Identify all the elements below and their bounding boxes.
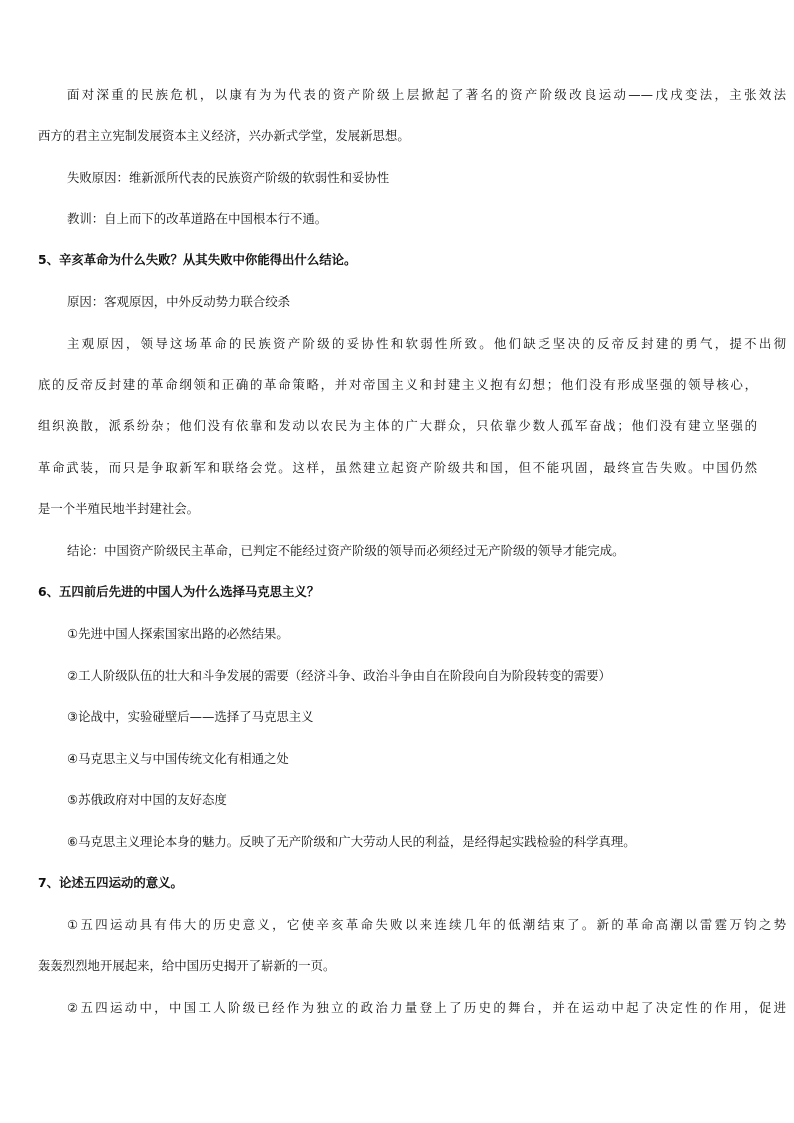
subjective-reason-line-4: 革命武装，而只是争取新军和联络会党。这样，虽然建立起资产阶级共和国，但不能巩固，最终宣告失败。中国仍然	[38, 460, 757, 475]
significance-2-line-1: ②五四运动中，中国工人阶级已经作为独立的政治力量登上了历史的舞台，并在运动中起了决定性的作用，促进	[67, 1000, 786, 1015]
significance-1-line-1: ①五四运动具有伟大的历史意义，它使辛亥革命失败以来连续几年的低潮结束了。新的革命高潮以雷霆万钧之势	[67, 917, 786, 932]
lesson-text: 教训：自上而下的改革道路在中国根本行不通。	[67, 211, 328, 226]
list-item-6: ⑥马克思主义理论本身的魅力。反映了无产阶级和广大劳动人民的利益，是经得起实践检验的科学真理。	[67, 834, 636, 849]
failure-reason-text: 失败原因：维新派所代表的民族资产阶级的软弱性和妥协性	[67, 170, 390, 185]
question-7-heading: 7、论述五四运动的意义。	[38, 875, 183, 890]
subjective-reason-line-5: 是一个半殖民地半封建社会。	[38, 501, 200, 516]
significance-1-line-2: 轰轰烈烈地开展起来，给中国历史揭开了崭新的一页。	[38, 958, 336, 973]
list-item-2: ②工人阶级队伍的壮大和斗争发展的需要（经济斗争、政治斗争由自在阶段向自为阶段转变的需要）	[67, 668, 611, 683]
question-5-heading: 5、辛亥革命为什么失败？从其失败中你能得出什么结论。	[38, 252, 357, 267]
list-item-3: ③论战中，实验碰壁后——选择了马克思主义	[67, 709, 314, 724]
list-item-5: ⑤苏俄政府对中国的友好态度	[67, 792, 227, 807]
list-item-1: ①先进中国人探索国家出路的必然结果。	[67, 626, 289, 641]
subjective-reason-line-2: 底的反帝反封建的革命纲领和正确的革命策略，并对帝国主义和封建主义抱有幻想；他们没有形成坚强的领导核心，	[38, 377, 757, 392]
subjective-reason-line-1: 主观原因，领导这场革命的民族资产阶级的妥协性和软弱性所致。他们缺乏坚决的反帝反封建的勇气，提不出彻	[67, 336, 786, 351]
objective-reason-text: 原因：客观原因，中外反动势力联合绞杀	[67, 294, 291, 309]
subjective-reason-line-3: 组织涣散，派系纷杂；他们没有依靠和发动以农民为主体的广大群众，只依靠少数人孤军奋战；他们没有建立坚强的	[38, 418, 757, 433]
conclusion-text: 结论：中国资产阶级民主革命，已判定不能经过资产阶级的领导而必须经过无产阶级的领导才能完成。	[67, 543, 625, 558]
paragraph-wuxu-line-2: 西方的君主立宪制发展资本主义经济，兴办新式学堂，发展新思想。	[38, 128, 410, 143]
question-6-heading: 6、五四前后先进的中国人为什么选择马克思主义？	[38, 584, 320, 599]
paragraph-wuxu-line-1: 面对深重的民族危机，以康有为为代表的资产阶级上层掀起了著名的资产阶级改良运动——戊戌变法，主张效法	[67, 87, 786, 102]
list-item-4: ④马克思主义与中国传统文化有相通之处	[67, 751, 289, 766]
